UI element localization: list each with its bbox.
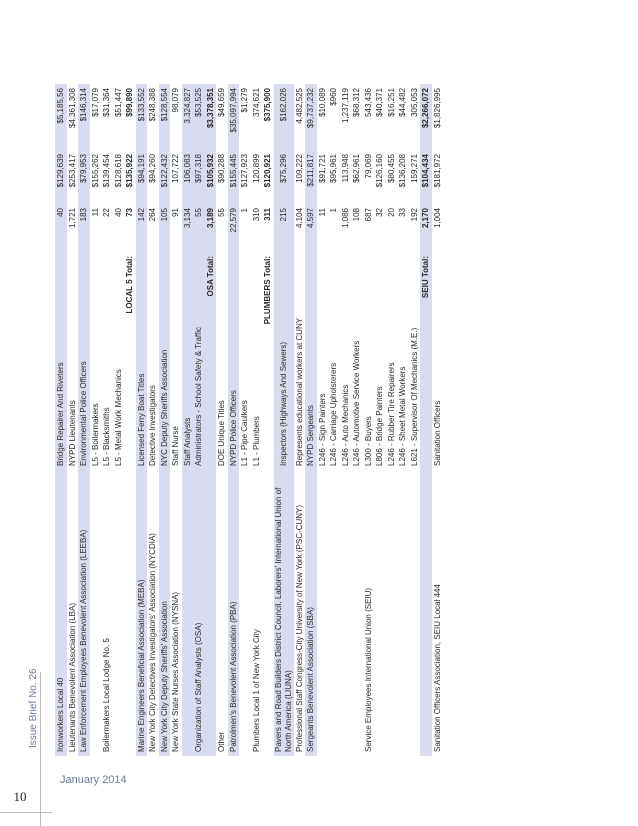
salary-cell: 113,948 xyxy=(340,154,350,183)
table-row xyxy=(432,84,444,756)
count-cell: 11 xyxy=(317,208,327,217)
total-cell: $9,737,232 xyxy=(305,84,317,150)
union-cell xyxy=(182,470,194,756)
salary-cell: $181,972 xyxy=(432,154,442,188)
total-cell: $68,312 xyxy=(352,88,362,117)
title-cell: L806 - Bridge Painters xyxy=(375,386,385,466)
union-cell xyxy=(328,470,340,756)
total-cell: $3,378,351 xyxy=(205,84,217,150)
table-row xyxy=(228,84,240,756)
total-cell: 1,237,119 xyxy=(340,88,350,123)
union-cell: New York State Nurses Association (NYSNA) xyxy=(171,591,181,752)
title-cell: NYPD Lieutenants xyxy=(67,400,77,466)
salary-cell: $155,262 xyxy=(90,154,100,188)
total-cell: $44,482 xyxy=(398,88,408,117)
count-cell: 105 xyxy=(159,204,171,252)
title-cell: Inspectors (Highways And Sewers) xyxy=(274,252,294,470)
count-cell: 1,086 xyxy=(340,208,350,229)
table-row xyxy=(305,84,317,756)
margin-vertical-rule xyxy=(40,672,41,826)
table-row xyxy=(90,84,102,756)
union-cell xyxy=(113,470,125,756)
count-cell: 108 xyxy=(352,208,362,222)
salary-cell: $127,923 xyxy=(240,154,250,188)
salary-cell: $211,817 xyxy=(305,150,317,204)
title-cell: Sanitation Officers xyxy=(432,400,442,466)
salary-cell: $75,296 xyxy=(274,150,294,204)
title-cell: L246 - Carriage Upholsterers xyxy=(329,362,339,466)
count-cell: 687 xyxy=(363,208,373,222)
salary-cell: 106,083 xyxy=(182,150,194,204)
total-cell: $960 xyxy=(329,88,339,106)
count-cell: 11 xyxy=(90,208,100,217)
table-row xyxy=(374,84,386,756)
total-cell: $146,314 xyxy=(78,84,90,150)
count-cell: 33 xyxy=(398,208,408,217)
title-cell: Detective Investigators xyxy=(148,385,158,466)
total-cell: $5,185,56 xyxy=(55,84,67,150)
union-cell xyxy=(409,470,421,756)
title-cell: PLUMBERS Total: xyxy=(263,256,273,325)
title-cell: OSA Total: xyxy=(205,252,217,470)
total-cell: $375,900 xyxy=(263,88,273,122)
table-total-row xyxy=(205,84,217,756)
salary-cell: $126,160 xyxy=(375,154,385,188)
title-cell: L246 - Sheet Metal Workers xyxy=(398,366,408,466)
count-cell: 1 xyxy=(240,208,250,213)
table-row xyxy=(274,84,294,756)
salary-cell: $95,961 xyxy=(329,154,339,183)
salary-cell: 107,722 xyxy=(171,154,181,183)
count-cell: 3,189 xyxy=(205,204,217,252)
table-row xyxy=(67,84,79,756)
count-cell: 73 xyxy=(125,208,135,217)
total-cell: $31,364 xyxy=(102,88,112,117)
total-cell: 305,053 xyxy=(409,88,419,117)
title-cell: L5 - Boilermakers xyxy=(90,403,100,466)
title-cell: LOCAL 5 Total: xyxy=(125,256,135,314)
table-row xyxy=(78,84,90,756)
table-total-row xyxy=(124,84,136,756)
table-row xyxy=(136,84,148,756)
count-cell: 55 xyxy=(217,208,227,217)
salary-cell: $90,288 xyxy=(217,154,227,183)
count-cell: 4,597 xyxy=(305,204,317,252)
union-cell xyxy=(90,470,102,756)
count-cell: 32 xyxy=(375,208,385,217)
count-cell: 2,170 xyxy=(420,204,432,252)
title-cell: L621 - Supervisor Of Mechanics (M.E.) xyxy=(409,327,419,466)
count-cell: 3,134 xyxy=(182,204,194,252)
union-cell: Professional Staff Congress-City University of New York (PSC-CUNY) xyxy=(294,504,304,752)
union-cell: Law Enforcement Employees Benevolent Association (LEEBA) xyxy=(78,470,90,756)
salary-cell: $105,932 xyxy=(205,150,217,204)
salary-cell: $94,191 xyxy=(136,150,148,204)
union-cell: Pavers and Road Builders District Council, Laborers' International Union of North America (LIUNA) xyxy=(274,470,294,756)
union-cell xyxy=(262,470,274,756)
total-cell: $49,659 xyxy=(217,88,227,117)
count-cell: 22 xyxy=(102,208,112,217)
salary-cell: $135,922 xyxy=(125,154,135,188)
count-cell: 91 xyxy=(171,208,181,217)
table-row xyxy=(363,84,375,756)
table-row xyxy=(159,84,171,756)
page-number: 10 xyxy=(13,789,27,804)
count-cell: 55 xyxy=(193,204,205,252)
salary-cell: $155,445 xyxy=(228,150,240,204)
union-cell xyxy=(124,470,136,756)
table-row xyxy=(251,84,263,756)
count-cell: 40 xyxy=(55,204,67,252)
table-row xyxy=(386,84,398,756)
union-cell xyxy=(420,470,432,756)
salary-cell: 120,899 xyxy=(251,154,261,183)
title-cell: L246 - Rubber Tire Repairers xyxy=(386,362,396,466)
total-cell: $53,525 xyxy=(193,84,205,150)
total-cell: 543,436 xyxy=(363,88,373,117)
issue-label: Issue Brief No. 26 xyxy=(28,668,39,748)
union-cell xyxy=(374,470,386,756)
table-row xyxy=(170,84,182,756)
salary-cell: 79,069 xyxy=(363,154,373,179)
title-cell: SEIU Total: xyxy=(420,252,432,470)
salary-cell: $122,432 xyxy=(159,150,171,204)
salary-cell: $104,434 xyxy=(420,150,432,204)
table-row xyxy=(55,84,67,756)
table-row xyxy=(147,84,159,756)
union-cell: Other xyxy=(217,731,227,752)
salary-cell: $79,953 xyxy=(78,150,90,204)
title-cell: L1 - Pipe Caulkers xyxy=(240,400,250,466)
salary-cell: $139,454 xyxy=(102,154,112,188)
table-row xyxy=(101,84,113,756)
table-row xyxy=(351,84,363,756)
union-cell xyxy=(205,470,217,756)
publication-date: January 2014 xyxy=(60,774,127,786)
salary-cell: $94,260 xyxy=(148,154,158,183)
total-cell: $51,447 xyxy=(113,88,123,117)
title-cell: L5 - Metal Work Mechanics xyxy=(113,369,123,466)
union-cell: Boilermakers Local Lodge No. 5 xyxy=(102,638,112,752)
count-cell: 4,104 xyxy=(294,208,304,229)
count-cell: 22,579 xyxy=(228,204,240,252)
title-cell: L5 - Blacksmiths xyxy=(102,407,112,466)
title-cell: Administrators - School Safety & Traffic xyxy=(193,252,205,470)
count-cell: 192 xyxy=(409,208,419,222)
salary-cell: $97,318 xyxy=(193,150,205,204)
salary-cell: $120,921 xyxy=(263,154,273,188)
union-cell: Marine Engineers Beneficial Association (MEBA) xyxy=(136,470,148,756)
table-row xyxy=(113,84,125,756)
table-row xyxy=(193,84,205,756)
union-cell xyxy=(351,470,363,756)
total-cell: $2,266,072 xyxy=(420,84,432,150)
union-cell: Lieutenants Benevolent Association (LBA) xyxy=(67,603,77,752)
total-cell: $10,089 xyxy=(317,88,327,117)
union-cell: Sanitation Officers Association, SEIU Local 444 xyxy=(432,584,442,752)
table-row xyxy=(397,84,409,756)
table-row xyxy=(409,84,421,756)
table-row xyxy=(216,84,228,756)
count-cell: 40 xyxy=(113,208,123,217)
table-total-row xyxy=(262,84,274,756)
title-cell: Environmental Police Officers xyxy=(78,252,90,470)
table-row xyxy=(294,84,306,756)
margin-horizontal-rule xyxy=(0,812,52,813)
count-cell: 1,004 xyxy=(432,208,442,229)
union-cell: Plumbers Local 1 of New York City xyxy=(251,629,261,752)
total-cell: 374,621 xyxy=(251,88,261,117)
total-cell: $99,890 xyxy=(125,88,135,117)
count-cell: 1,721 xyxy=(67,208,77,229)
union-cell xyxy=(340,470,352,756)
total-cell: 98,079 xyxy=(171,88,181,113)
title-cell: L1 - Plumbers xyxy=(251,416,261,466)
table-row xyxy=(340,84,352,756)
total-cell: $17,079 xyxy=(90,88,100,117)
union-cell: Patrolmen's Benevolent Association (PBA) xyxy=(228,470,240,756)
union-cell: Organization of Staff Analysts (OSA) xyxy=(193,470,205,756)
union-cell: Ironworkers Local 40 xyxy=(55,470,67,756)
union-cell: New York City Deputy Sheriffs' Association xyxy=(159,470,171,756)
count-cell: 142 xyxy=(136,204,148,252)
title-cell: NYPD Sergeants xyxy=(305,252,317,470)
salary-cell: $62,961 xyxy=(352,154,362,183)
salary-cell: $128,618 xyxy=(113,154,123,188)
table-row xyxy=(328,84,340,756)
total-cell: $35,097,994 xyxy=(228,84,240,150)
union-cell: Service Employees International Union (SEIU) xyxy=(363,587,373,752)
total-cell: $128,554 xyxy=(159,84,171,150)
title-cell: Staff Analysts xyxy=(182,252,194,470)
total-cell: 3,324,827 xyxy=(182,84,194,150)
title-cell: NYPD Police Officers xyxy=(228,252,240,470)
title-cell: Staff Nurse xyxy=(171,426,181,466)
salary-cell: $129,639 xyxy=(55,150,67,204)
table-total-row xyxy=(420,84,432,756)
salary-cell: 109,222 xyxy=(294,154,304,183)
union-cell xyxy=(397,470,409,756)
title-cell: Bridge Repairer And Riveters xyxy=(55,252,67,470)
count-cell: 264 xyxy=(148,208,158,222)
salary-cell: $80,455 xyxy=(386,154,396,183)
total-cell: $1,279 xyxy=(240,88,250,113)
union-cell xyxy=(317,470,329,756)
total-cell: 4,482,525 xyxy=(294,88,304,124)
total-cell: $16,251 xyxy=(386,88,396,117)
count-cell: 183 xyxy=(78,204,90,252)
count-cell: 20 xyxy=(386,208,396,217)
title-cell: Represents educational workers at CUNY xyxy=(294,317,304,466)
table-row xyxy=(317,84,329,756)
total-cell: $162,026 xyxy=(274,84,294,150)
title-cell: DOE Unique Titles xyxy=(217,400,227,466)
salary-cell: $253,417 xyxy=(67,154,77,188)
rotated-table-container xyxy=(55,88,601,756)
total-cell: $133,552 xyxy=(136,84,148,150)
salary-cell: $136,208 xyxy=(398,154,408,188)
total-cell: $40,371 xyxy=(375,88,385,117)
union-cell xyxy=(239,470,251,756)
title-cell: L246 - Sign Painters xyxy=(317,393,327,466)
union-cell: New York City Detectives Investigators' Association (NYCDIA) xyxy=(148,533,158,752)
title-cell: NYC Deputy Sheriffs Association xyxy=(159,252,171,470)
count-cell: 1 xyxy=(329,208,339,213)
union-cell xyxy=(386,470,398,756)
salary-cell: $91,721 xyxy=(317,154,327,183)
title-cell: L246 - Auto Mechanics xyxy=(340,384,350,466)
count-cell: 310 xyxy=(251,208,261,222)
total-cell: $4,361,308 xyxy=(67,88,77,129)
union-salary-table xyxy=(55,84,443,756)
union-cell: Sergeants Benevolent Association (SBA) xyxy=(305,470,317,756)
total-cell: $248,388 xyxy=(148,88,158,122)
salary-cell: 159,271 xyxy=(409,154,419,183)
count-cell: 215 xyxy=(274,204,294,252)
count-cell: 311 xyxy=(263,208,273,221)
total-cell: $1,826,995 xyxy=(432,88,442,129)
table-row xyxy=(182,84,194,756)
table-row xyxy=(239,84,251,756)
title-cell: L300 - Buyers xyxy=(363,416,373,466)
title-cell: Licensed Ferry Boat Titles xyxy=(136,252,148,470)
title-cell: L246 - Automotive Service Workers xyxy=(352,340,362,466)
